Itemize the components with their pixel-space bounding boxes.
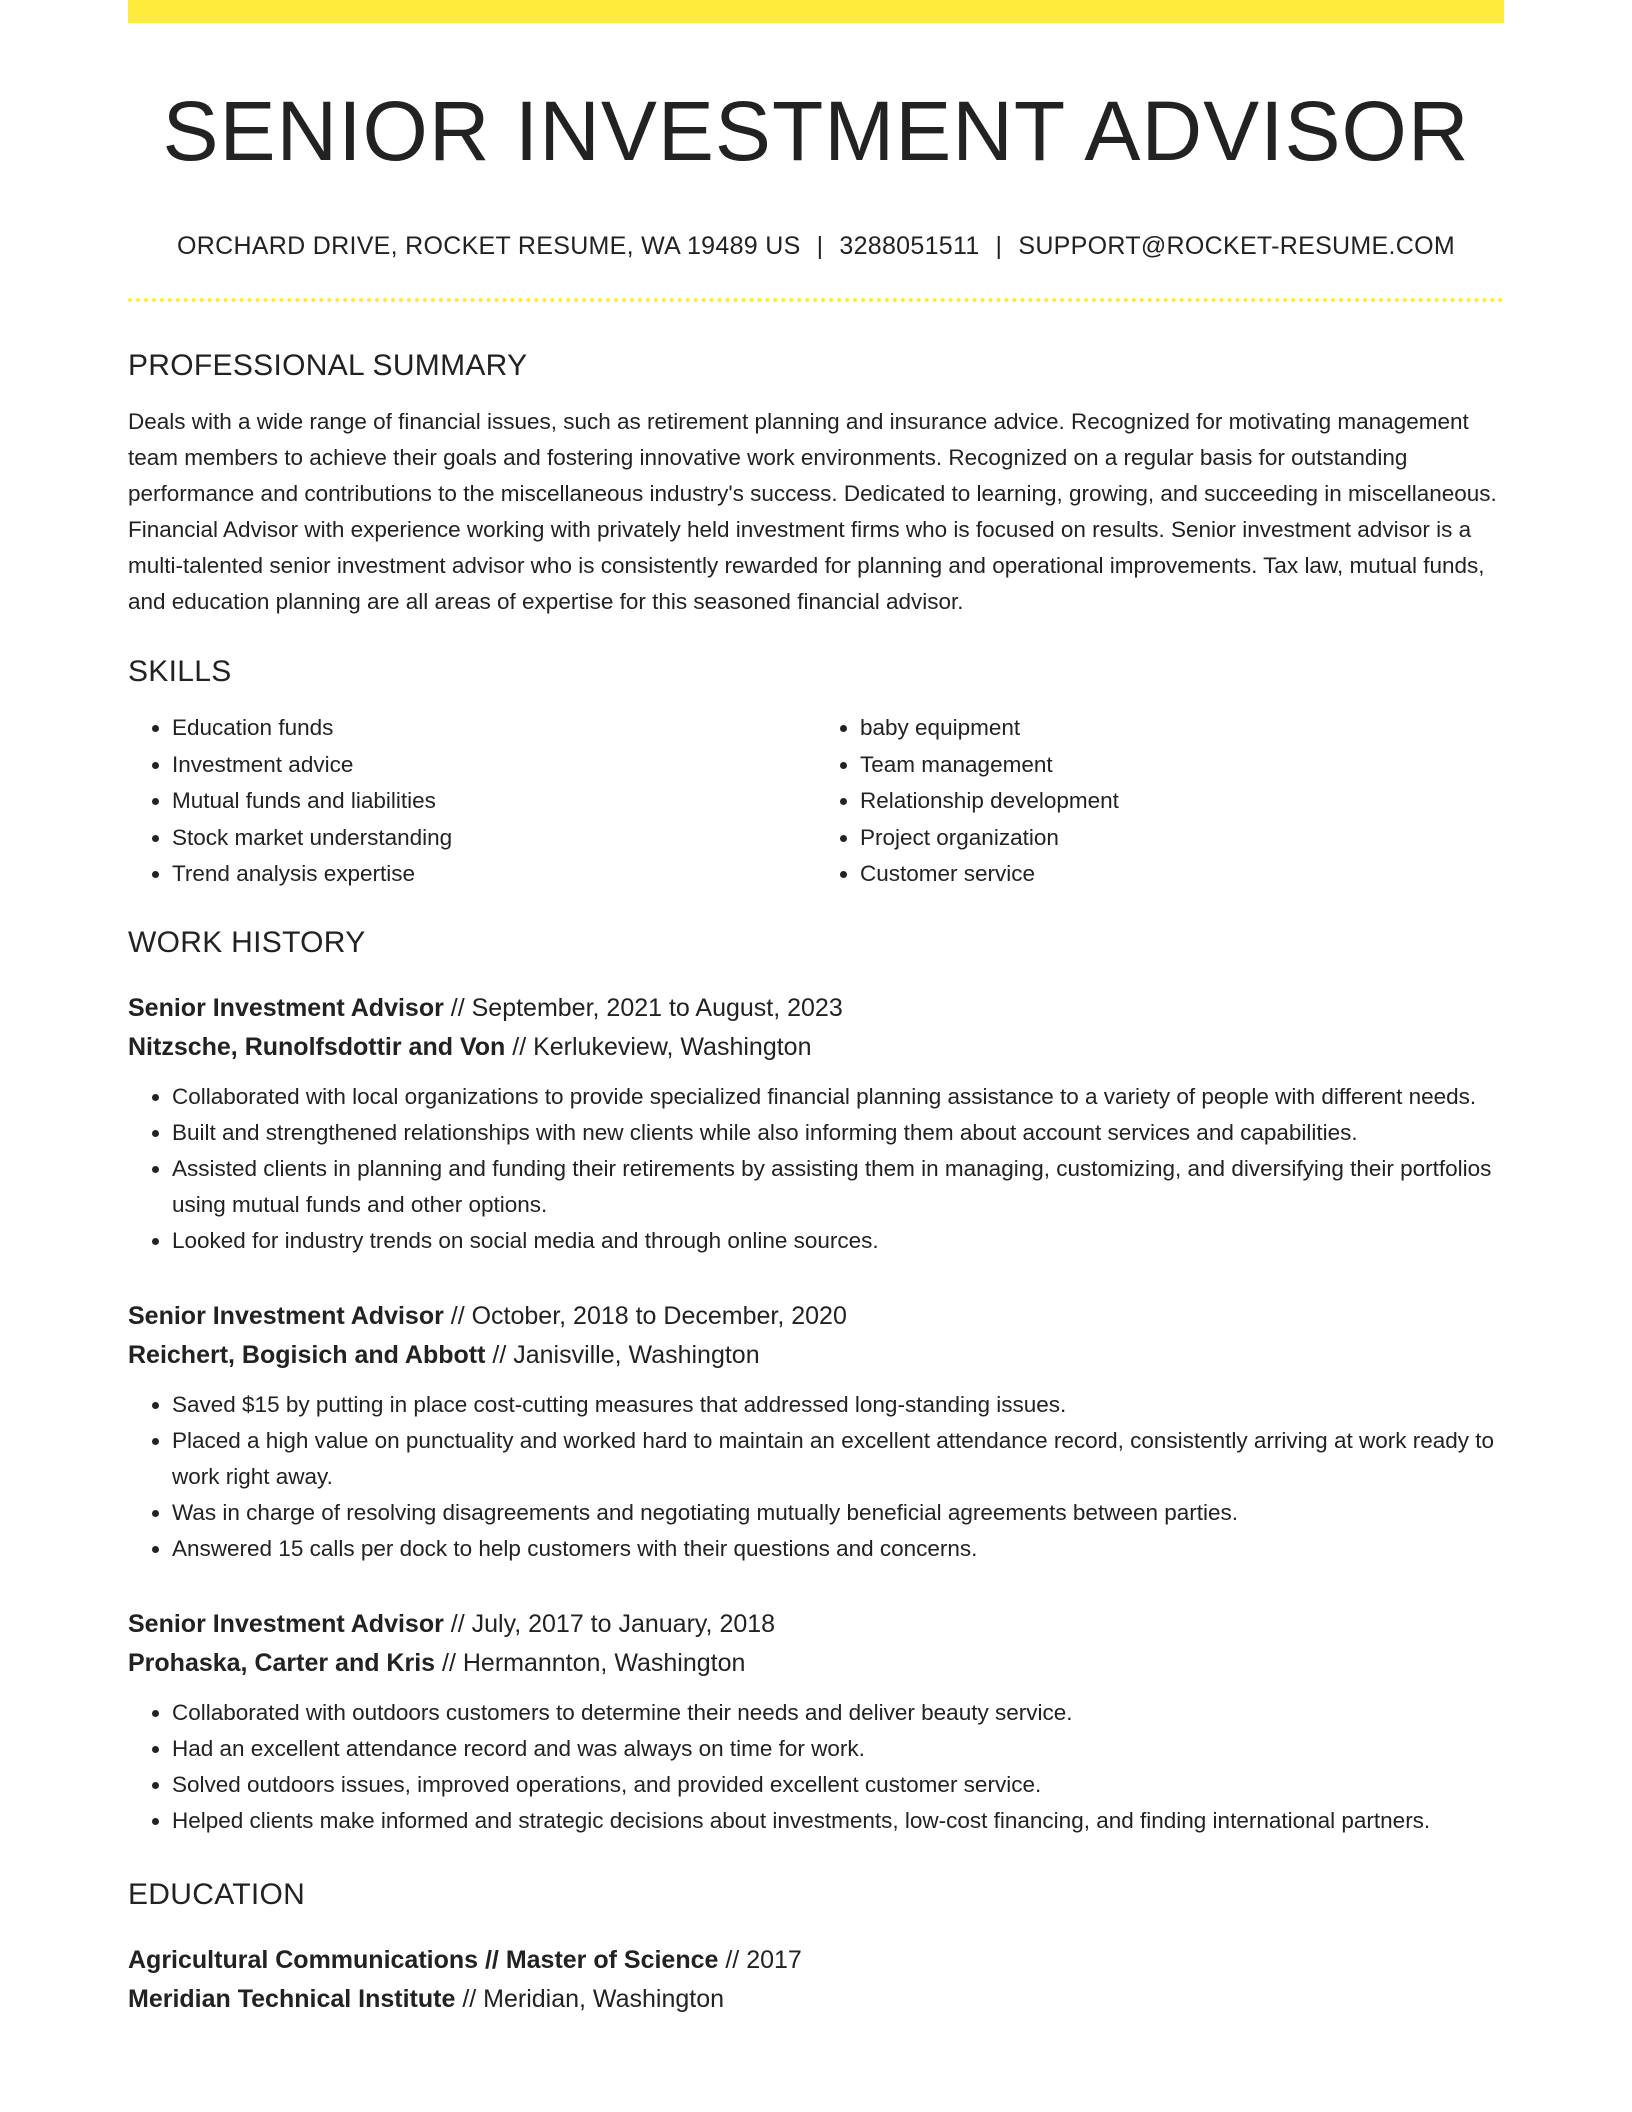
job-title: Senior Investment Advisor: [128, 1609, 444, 1638]
skill-item: • Trend analysis expertise: [172, 856, 816, 893]
contact-separator: |: [995, 232, 1003, 261]
job-title: Senior Investment Advisor: [128, 1301, 444, 1330]
summary-text: Deals with a wide range of financial issues, such as retirement planning and insurance advice. Recognized for motivating management team members to achieve their goals and fostering innovative work environments. Recognized on a regular basis for outstanding performance and contributions to the miscellaneous industry's success. Dedicated to learning, growing, and succeeding in miscellaneous. Financial Advisor with experience working with privately held investment firms who is focused on results. Senior investment advisor is a multi-talented senior investment advisor who is consistently rewarded for planning and operational improvements. Tax law, mutual funds, and education planning are all areas of expertise for this seasoned financial advisor.: [128, 409, 1497, 615]
top-accent-bar: [128, 0, 1504, 23]
education-location: // Meridian, Washington: [455, 1984, 725, 2013]
education-year: // 2017: [718, 1945, 802, 1974]
job-bullet: • Built and strengthened relationships with new clients while also informing them about account services and capabilities.: [172, 1115, 1504, 1151]
job-entry: [128, 989, 1504, 1259]
skill-item: • Project organization: [860, 820, 1504, 857]
job-company-line: [128, 1336, 1504, 1375]
job-entry: [128, 1297, 1504, 1567]
skills-grid: [128, 710, 1504, 893]
job-bullet: • Collaborated with outdoors customers to determine their needs and deliver beauty service.: [172, 1695, 1504, 1731]
education-school-line: [128, 1980, 1504, 2019]
job-entry: [128, 1605, 1504, 1839]
job-bullet: • Solved outdoors issues, improved operations, and provided excellent customer service.: [172, 1767, 1504, 1803]
skills-heading: SKILLS: [128, 655, 232, 689]
job-bullet: • Saved $15 by putting in place cost-cutting measures that addressed long-standing issues.: [172, 1387, 1504, 1423]
job-title: Senior Investment Advisor: [128, 993, 444, 1022]
job-title-line: [128, 989, 1504, 1028]
job-bullet: • Helped clients make informed and strategic decisions about investments, low-cost financing, and finding international partners.: [172, 1803, 1504, 1839]
resume-page: [128, 0, 1504, 2019]
contact-email: SUPPORT@ROCKET-RESUME.COM: [1018, 232, 1455, 261]
job-company-line: [128, 1028, 1504, 1067]
job-company-line: [128, 1644, 1504, 1683]
education-school: Meridian Technical Institute: [128, 1984, 456, 2013]
education-entry: [128, 1941, 1504, 2019]
job-bullet: • Collaborated with local organizations to provide specialized financial planning assistance to a variety of people with different needs.: [172, 1079, 1504, 1115]
work-history-heading: WORK HISTORY: [128, 925, 366, 959]
job-company: Nitzsche, Runolfsdottir and Von: [128, 1032, 506, 1061]
skill-item: • Education funds: [172, 710, 816, 747]
job-bullet: • Was in charge of resolving disagreements and negotiating mutually beneficial agreements between parties.: [172, 1495, 1504, 1531]
job-bullet: • Assisted clients in planning and funding their retirements by assisting them in managing, customizing, and diversifying their portfolios using mutual funds and other options.: [172, 1151, 1504, 1223]
job-bullets: [128, 1079, 1504, 1259]
contact-separator: |: [816, 232, 824, 261]
skill-item: • Investment advice: [172, 747, 816, 784]
education-degree-line: [128, 1941, 1504, 1980]
summary-heading: PROFESSIONAL SUMMARY: [128, 349, 528, 383]
contact-line: [128, 231, 1504, 261]
job-location: // Janisville, Washington: [485, 1340, 760, 1369]
job-dates: // October, 2018 to December, 2020: [443, 1301, 847, 1330]
education-degree: Agricultural Communications // Master of Science: [128, 1945, 719, 1974]
header-divider: [128, 298, 1504, 302]
job-location: // Hermannton, Washington: [435, 1648, 746, 1677]
job-bullets: [128, 1387, 1504, 1567]
contact-phone: 3288051511: [839, 232, 980, 261]
skill-item: • baby equipment: [860, 710, 1504, 747]
skill-item: • Customer service: [860, 856, 1504, 893]
job-bullets: [128, 1695, 1504, 1839]
skill-item: • Mutual funds and liabilities: [172, 783, 816, 820]
contact-address: ORCHARD DRIVE, ROCKET RESUME, WA 19489 US: [177, 232, 801, 261]
education-heading: EDUCATION: [128, 1877, 306, 1911]
job-company: Reichert, Bogisich and Abbott: [128, 1340, 486, 1369]
job-title-line: [128, 1297, 1504, 1336]
skill-item: • Team management: [860, 747, 1504, 784]
job-dates: // July, 2017 to January, 2018: [443, 1609, 776, 1638]
skill-item: • Stock market understanding: [172, 820, 816, 857]
job-dates: // September, 2021 to August, 2023: [443, 993, 843, 1022]
skills-list-left: [128, 710, 816, 893]
job-bullet: • Looked for industry trends on social media and through online sources.: [172, 1223, 1504, 1259]
job-location: // Kerlukeview, Washington: [505, 1032, 812, 1061]
job-bullet: • Placed a high value on punctuality and worked hard to maintain an excellent attendance record, consistently arriving at work ready to work right away.: [172, 1423, 1504, 1495]
job-company: Prohaska, Carter and Kris: [128, 1648, 436, 1677]
job-title-line: [128, 1605, 1504, 1644]
job-bullet: • Answered 15 calls per dock to help customers with their questions and concerns.: [172, 1531, 1504, 1567]
resume-title: SENIOR INVESTMENT ADVISOR: [162, 84, 1470, 178]
job-bullet: • Had an excellent attendance record and was always on time for work.: [172, 1731, 1504, 1767]
skill-item: • Relationship development: [860, 783, 1504, 820]
skills-list-right: [816, 710, 1504, 893]
